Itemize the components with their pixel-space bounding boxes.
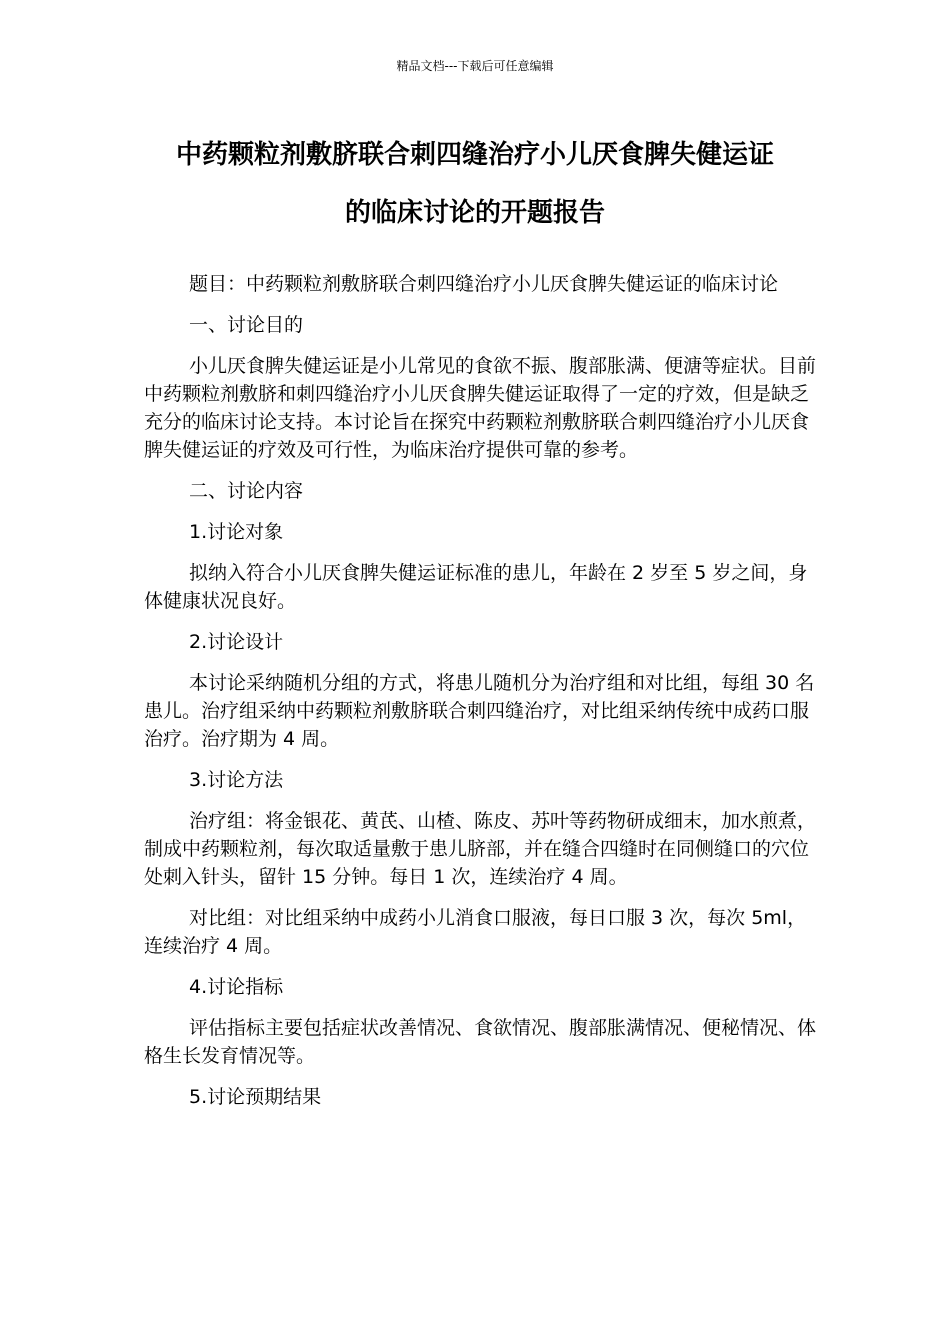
header-note: 精品文档---下载后可任意编辑 (396, 59, 554, 73)
subheading-methods: 3.讨论方法 (189, 769, 284, 791)
subheading-expected-results: 5.讨论预期结果 (189, 1086, 322, 1108)
title-line-1: 中药颗粒剂敷脐联合刺四缝治疗小儿厌食脾失健运证 (175, 140, 774, 170)
control-group-paragraph: 对比组：对比组采纳中成药小儿消食口服液，每日口服 3 次，每次 5ml，连续治疗 4 周。 (144, 907, 807, 957)
treatment-group-paragraph: 治疗组：将金银花、黄芪、山楂、陈皮、苏叶等药物研成细末，加水煎煮，制成中药颗粒剂，每次取适量敷于患儿脐部，并在缝合四缝时在同侧缝口的穴位处刺入针头，留针 15 分钟。每日 1 次，连续治疗 4 周。 (144, 810, 817, 888)
topic-paragraph: 题目：中药颗粒剂敷脐联合刺四缝治疗小儿厌食脾失健运证的临床讨论 (189, 273, 779, 295)
section-heading-content: 二、讨论内容 (189, 480, 304, 502)
title-line-2: 的临床讨论的开题报告 (344, 198, 605, 228)
section-heading-purpose: 一、讨论目的 (189, 314, 304, 336)
indicators-paragraph: 评估指标主要包括症状改善情况、食欲情况、腹部胀满情况、便秘情况、体格生长发育情况等。 (144, 1017, 817, 1067)
design-paragraph: 本讨论采纳随机分组的方式，将患儿随机分为治疗组和对比组，每组 30 名患儿。治疗组采纳中药颗粒剂敷脐联合刺四缝治疗，对比组采纳传统中成药口服治疗。治疗期为 4 周。 (144, 672, 815, 750)
subheading-design: 2.讨论设计 (189, 631, 284, 653)
subjects-paragraph: 拟纳入符合小儿厌食脾失健运证标准的患儿，年龄在 2 岁至 5 岁之间，身体健康状况良好。 (144, 562, 808, 612)
document-body (144, 270, 824, 1124)
subheading-indicators: 4.讨论指标 (189, 976, 284, 998)
subheading-subjects: 1.讨论对象 (189, 521, 284, 543)
document-title (120, 126, 830, 242)
purpose-paragraph: 小儿厌食脾失健运证是小儿常见的食欲不振、腹部胀满、便溏等症状。目前中药颗粒剂敷脐和刺四缝治疗小儿厌食脾失健运证取得了一定的疗效，但是缺乏充分的临床讨论支持。本讨论旨在探究中药颗粒剂敷脐联合刺四缝治疗小儿厌食脾失健运证的疗效及可行性，为临床治疗提供可靠的参考。 (144, 355, 817, 461)
